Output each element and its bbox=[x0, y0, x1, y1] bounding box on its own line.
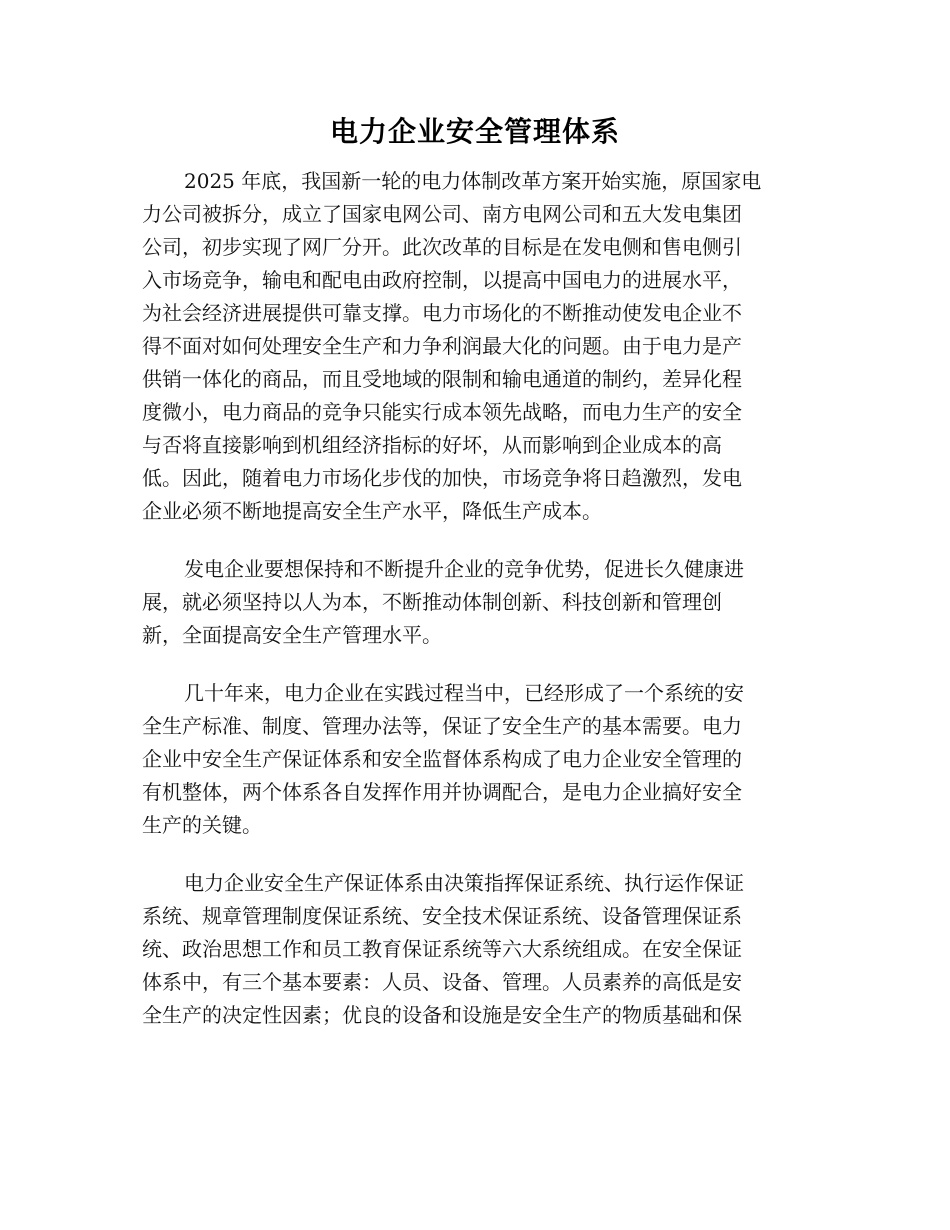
text-line: 统、政治思想工作和员工教育保证系统等六大系统组成。在安全保证 bbox=[142, 937, 742, 961]
text-line: 有机整体，两个体系各自发挥作用并协调配合，是电力企业搞好安全 bbox=[142, 780, 742, 804]
text-line: 企业中安全生产保证体系和安全监督体系构成了电力企业安全管理的 bbox=[142, 747, 742, 771]
text-line: 系统、规章管理制度保证系统、安全技术保证系统、设备管理保证系 bbox=[142, 904, 742, 928]
text-line: 体系中，有三个基本要素：人员、设备、管理。人员素养的高低是安 bbox=[142, 970, 742, 994]
text-line: 公司，初步实现了网厂分开。此次改革的目标是在发电侧和售电侧引 bbox=[142, 235, 742, 259]
document-title: 电力企业安全管理体系 bbox=[329, 115, 620, 148]
text-line: 得不面对如何处理安全生产和力争利润最大化的问题。由于电力是产 bbox=[142, 334, 742, 358]
text-line: 展，就必须坚持以人为本，不断推动体制创新、科技创新和管理创 bbox=[142, 590, 722, 614]
text-line: 供销一体化的商品，而且受地域的限制和输电通道的制约，差异化程 bbox=[142, 367, 742, 391]
text-line: 几十年来，电力企业在实践过程当中，已经形成了一个系统的安 bbox=[184, 681, 744, 705]
text-line: 新，全面提高安全生产管理水平。 bbox=[142, 623, 442, 647]
paragraph-3 bbox=[142, 677, 808, 842]
text-line: 度微小，电力商品的竞争只能实行成本领先战略，而电力生产的安全 bbox=[142, 400, 742, 424]
text-line: 发电企业要想保持和不断提升企业的竞争优势，促进长久健康进 bbox=[184, 557, 744, 581]
text-line: 生产的关键。 bbox=[142, 813, 262, 837]
paragraph-4 bbox=[142, 867, 808, 1032]
text-line: 全生产的决定性因素；优良的设备和设施是安全生产的物质基础和保 bbox=[142, 1003, 742, 1027]
text-line: 2025 年底，我国新一轮的电力体制改革方案开始实施，原国家电 bbox=[184, 169, 762, 193]
document-body bbox=[142, 165, 808, 1057]
paragraph-1 bbox=[142, 165, 808, 528]
text-line: 与否将直接影响到机组经济指标的好坏，从而影响到企业成本的高 bbox=[142, 433, 722, 457]
text-line: 全生产标准、制度、管理办法等，保证了安全生产的基本需要。电力 bbox=[142, 714, 742, 738]
text-line: 低。因此，随着电力市场化步伐的加快，市场竞争将日趋激烈，发电 bbox=[142, 466, 742, 490]
text-line: 企业必须不断地提高安全生产水平，降低生产成本。 bbox=[142, 499, 602, 523]
text-line: 电力企业安全生产保证体系由决策指挥保证系统、执行运作保证 bbox=[184, 871, 744, 895]
paragraph-2 bbox=[142, 553, 808, 652]
text-line: 入市场竞争，输电和配电由政府控制，以提高中国电力的进展水平， bbox=[142, 268, 742, 292]
text-line: 力公司被拆分，成立了国家电网公司、南方电网公司和五大发电集团 bbox=[142, 202, 742, 226]
text-line: 为社会经济进展提供可靠支撑。电力市场化的不断推动使发电企业不 bbox=[142, 301, 742, 325]
